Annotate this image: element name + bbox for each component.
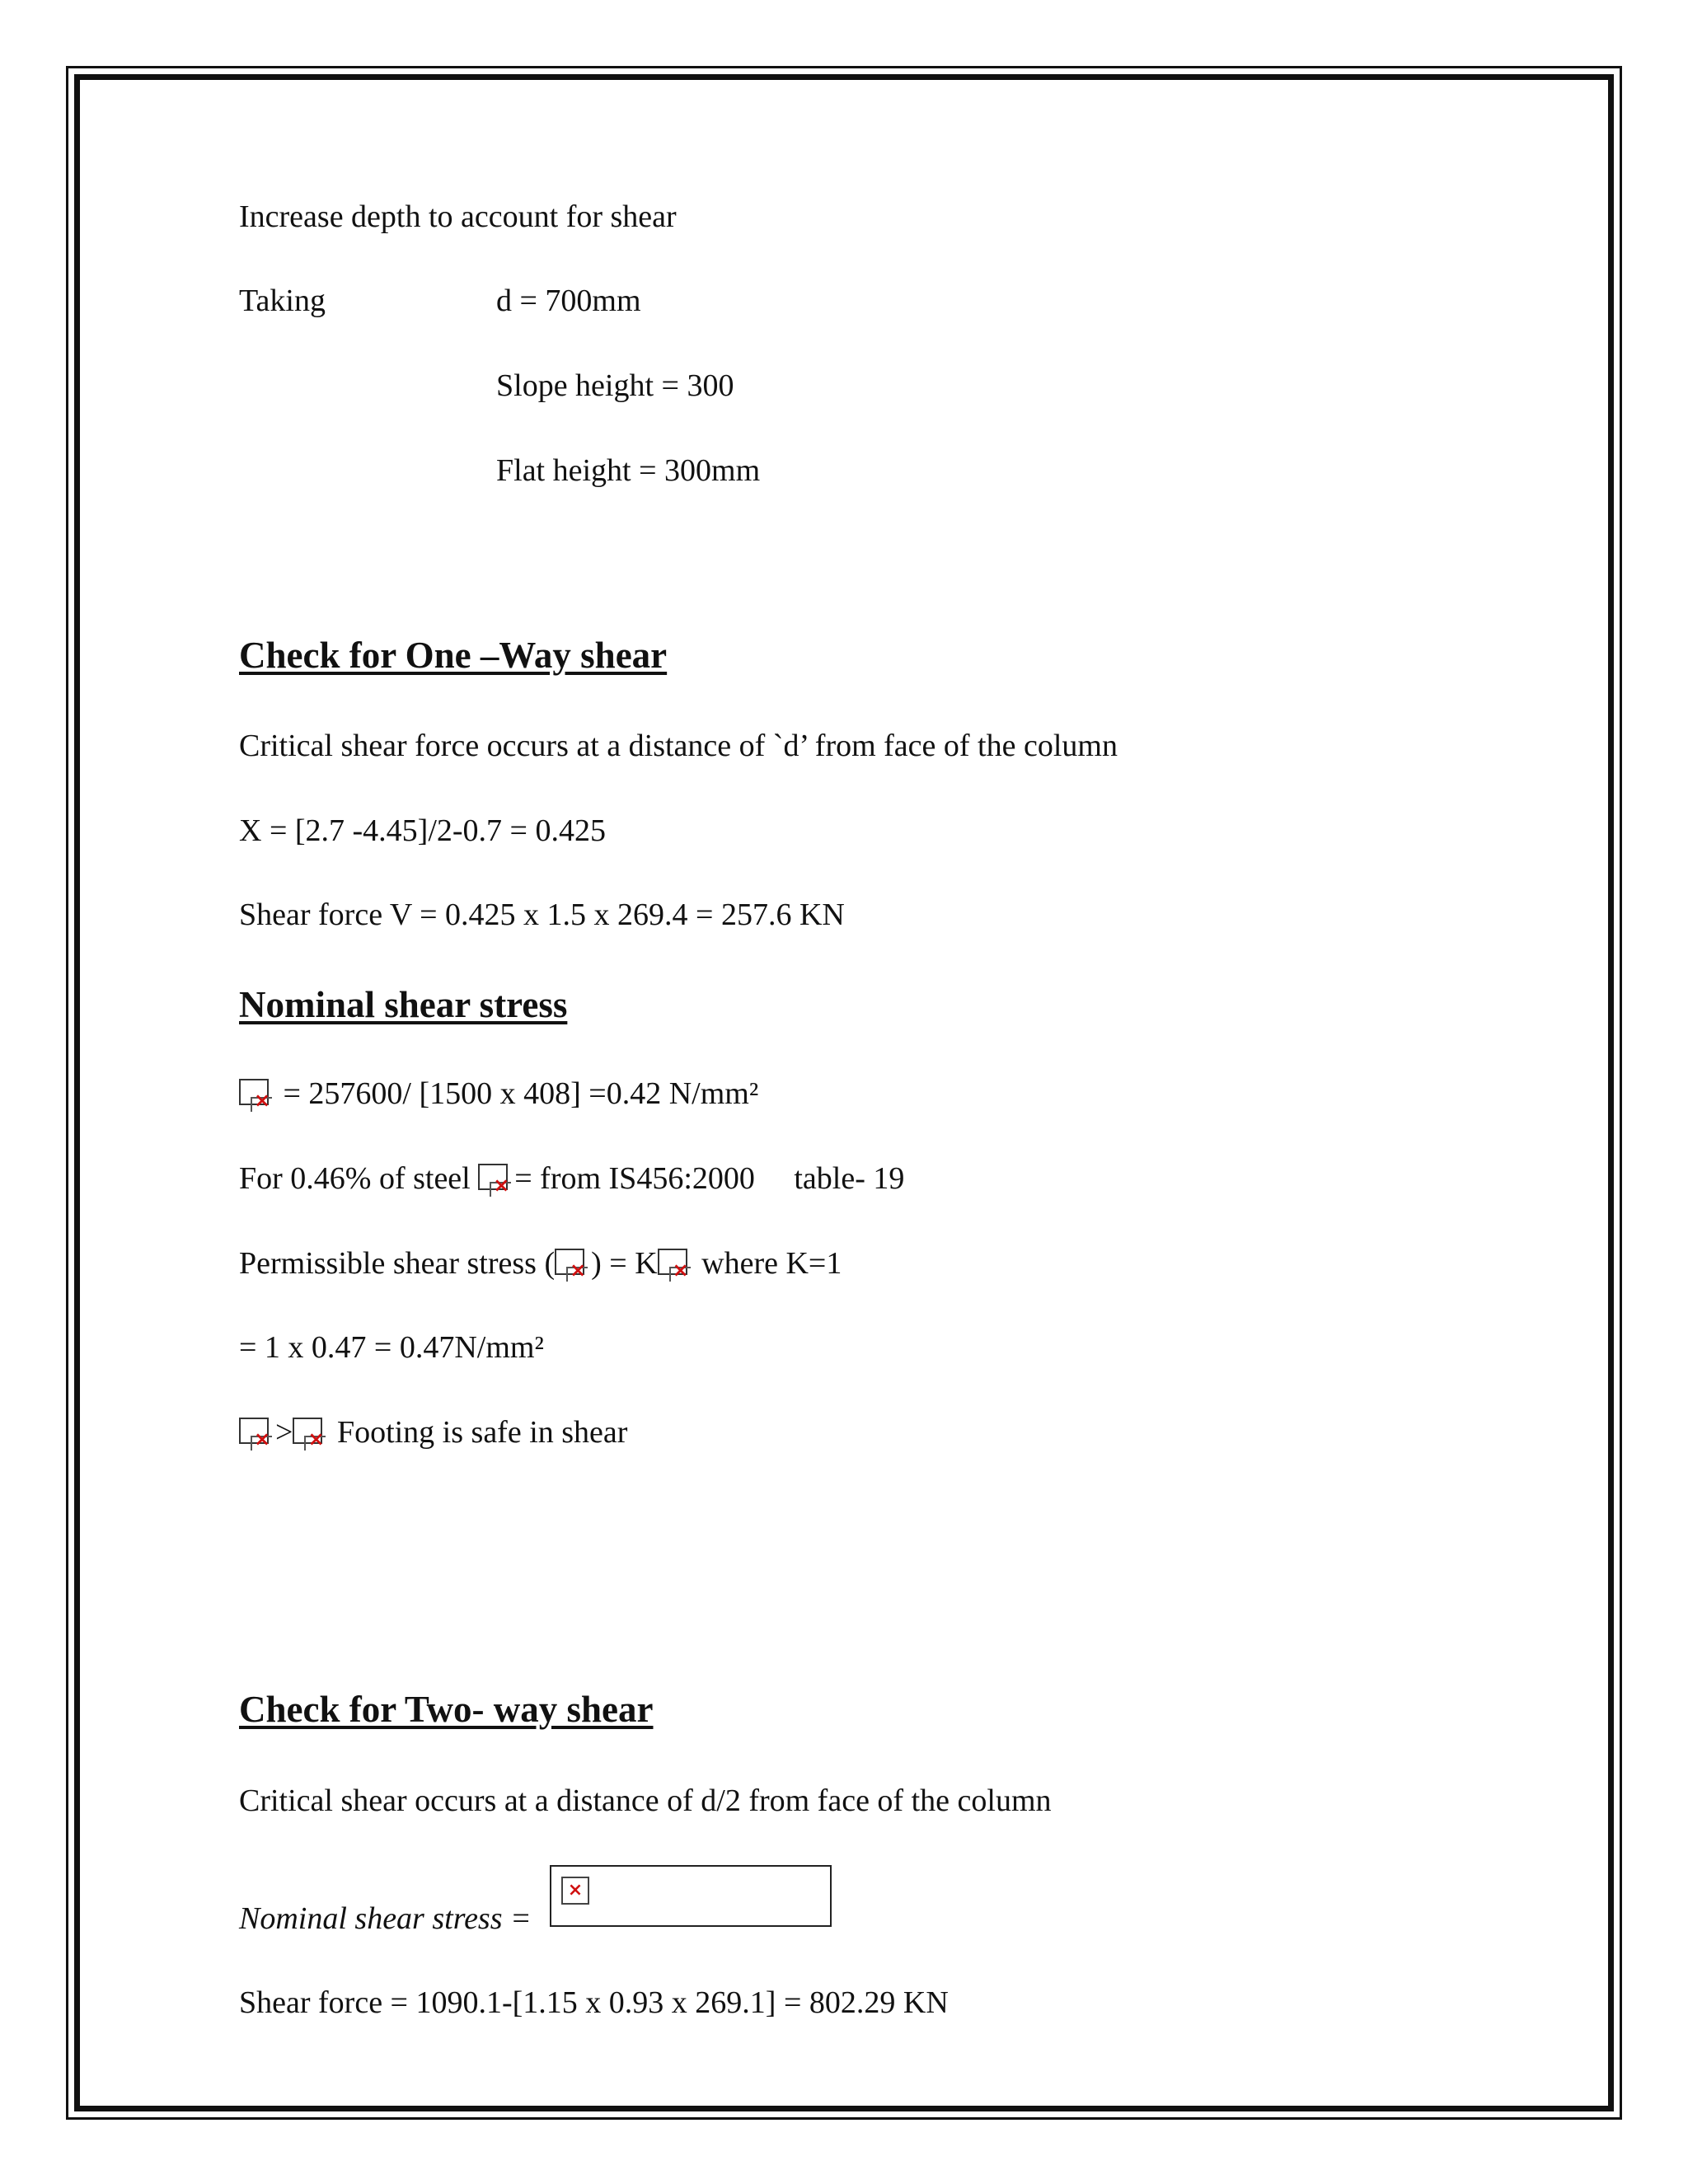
shear-force-v: Shear force V = 0.425 x 1.5 x 269.4 = 257.6 KN — [239, 898, 845, 932]
broken-image-icon: × — [239, 1418, 275, 1451]
critical-two-way-text: Critical shear occurs at a distance of d/2 from face of the column — [239, 1783, 1052, 1818]
steel-suffix: = from IS456:2000 table- 19 — [514, 1161, 905, 1196]
slope-height-value: Slope height = 300 — [496, 368, 734, 403]
heading-two-way-shear: Check for Two- way shear — [239, 1689, 654, 1730]
increase-depth-text: Increase depth to account for shear — [239, 199, 677, 234]
permissible-prefix: Permissible shear stress ( — [239, 1246, 556, 1281]
heading-nominal-shear-stress: Nominal shear stress — [239, 984, 568, 1025]
greater-than-sign: > — [275, 1415, 293, 1450]
broken-image-icon: × — [555, 1249, 591, 1282]
footing-safe-text: Footing is safe in shear — [336, 1415, 628, 1450]
permissible-suffix: where K=1 — [693, 1246, 842, 1281]
heading-one-way-shear: Check for One –Way shear — [239, 635, 668, 676]
steel-prefix: For 0.46% of steel — [239, 1161, 471, 1196]
broken-image-icon: × — [658, 1249, 694, 1282]
broken-image-icon: × — [561, 1877, 589, 1905]
flat-height-value: Flat height = 300mm — [496, 453, 761, 488]
permissible-mid: ) = K — [591, 1246, 658, 1281]
footing-safe-line — [239, 1413, 627, 1451]
broken-image-icon: × — [293, 1418, 329, 1451]
nominal-stress-line — [239, 1075, 758, 1113]
nominal-two-way-label: Nominal shear stress = — [239, 1901, 532, 1936]
broken-image-icon: × — [478, 1164, 514, 1197]
permissible-line — [239, 1244, 842, 1282]
steel-line — [239, 1160, 904, 1197]
nominal-stress-calc: = 257600/ [1500 x 408] =0.42 N/mm² — [283, 1076, 759, 1111]
taking-label: Taking — [239, 284, 326, 318]
broken-image-icon: × — [239, 1079, 275, 1112]
shear-force-two-way: Shear force = 1090.1-[1.15 x 0.93 x 269.1] = 802.29 KN — [239, 1985, 949, 2020]
x-calculation: X = [2.7 -4.45]/2-0.7 = 0.425 — [239, 813, 606, 848]
depth-value: d = 700mm — [496, 284, 641, 318]
permissible-calc: = 1 x 0.47 = 0.47N/mm² — [239, 1330, 544, 1365]
critical-one-way-text: Critical shear force occurs at a distance of `d’ from face of the column — [239, 729, 1118, 763]
broken-image-placeholder — [550, 1865, 832, 1927]
